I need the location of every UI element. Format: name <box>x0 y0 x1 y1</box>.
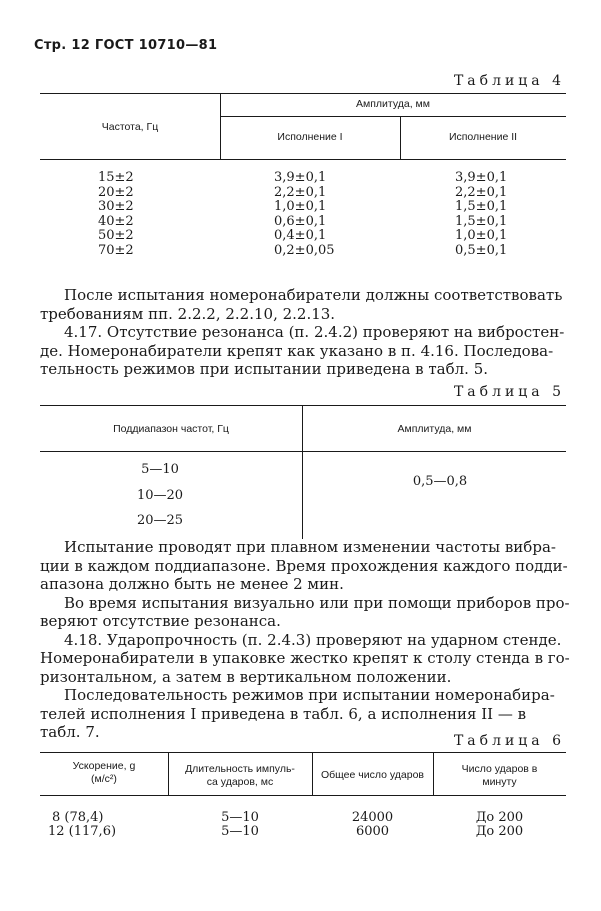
table-cell: 5—10 <box>221 810 259 825</box>
table-cell: 15±2 <box>98 170 134 185</box>
paragraph-line: ризонтальном, а затем в вертикальном положении. <box>40 667 452 686</box>
header-line: минуту <box>482 776 517 788</box>
table-cell: 24000 <box>351 810 394 825</box>
table-cell: 5—10 <box>221 824 259 839</box>
table4-frequency-column <box>98 171 158 257</box>
table-cell: 70±2 <box>98 242 134 258</box>
paragraph-line: 4.18. Ударопрочность (п. 2.4.3) проверяют на ударном стенде. <box>64 630 562 649</box>
table4-top-rule <box>40 93 566 94</box>
table6-col-total: Общее число ударов <box>320 769 424 781</box>
header-line: Число ударов в <box>461 763 538 775</box>
table-cell: 40±2 <box>98 213 134 229</box>
table5-top-rule <box>40 405 566 406</box>
paragraph-line: Во время испытания визуально или при помощи приборов про- <box>64 593 570 612</box>
table4-caption: Таблица 4 <box>453 73 565 89</box>
paragraph-line: требованиям пп. 2.2.2, 2.2.10, 2.2.13. <box>40 304 336 323</box>
paragraph-line: Испытание проводят при плавном изменении частоты вибра- <box>64 538 556 556</box>
table4-col-exec1: Исполнение I <box>277 131 343 143</box>
table4-exec2-column <box>455 171 545 257</box>
table-cell: 2,2±0,1 <box>274 184 327 200</box>
paragraph-line: Последовательность режимов при испытании номеронабира- <box>64 686 555 704</box>
table6-col-rate <box>433 763 566 789</box>
table6-caption: Таблица 6 <box>453 733 565 749</box>
table-cell: 12 (117,6) <box>48 824 117 839</box>
table5-col-subrange: Поддиапазон частот, Гц <box>113 423 229 435</box>
table-cell: 0,5±0,1 <box>455 242 508 258</box>
table-cell: До 200 <box>475 824 524 839</box>
table-cell: 0,6±0,1 <box>274 213 327 229</box>
table-cell: 1,0±0,1 <box>274 199 327 214</box>
table-cell: 3,9±0,1 <box>455 170 508 185</box>
table-cell: 20±2 <box>98 184 134 200</box>
table-cell: 3,9±0,1 <box>274 170 327 185</box>
paragraph-line: де. Номеронабиратели крепят как указано в п. 4.16. Последова- <box>40 341 554 360</box>
table-cell: 0,5—0,8 <box>412 474 468 489</box>
table-cell: 1,0±0,1 <box>455 228 508 243</box>
table-cell: 20—25 <box>136 513 184 528</box>
paragraph-line: табл. 7. <box>40 723 100 741</box>
table5-header-rule <box>40 451 566 452</box>
table-cell: 10—20 <box>136 488 184 503</box>
table5-col-amplitude: Амплитуда, мм <box>397 423 472 435</box>
table6-col-duration <box>168 763 312 789</box>
page-header: Стр. 12 ГОСТ 10710—81 <box>34 38 218 53</box>
table6-header-rule <box>40 795 566 796</box>
table-cell: 8 (78,4) <box>52 810 104 825</box>
table4-col-amplitude: Амплитуда, мм <box>356 98 430 110</box>
table4-col-exec2: Исполнение II <box>448 131 518 143</box>
paragraph-line: Номеронабиратели в упаковке жестко крепят к столу стенда в го- <box>40 649 570 667</box>
table-cell: 5—10 <box>141 462 179 477</box>
table5-caption: Таблица 5 <box>453 384 565 400</box>
header-line: Длительность импуль- <box>185 763 295 775</box>
table-cell: До 200 <box>475 810 524 825</box>
header-line: (м/с²) <box>91 773 117 785</box>
paragraph-line: телей исполнения I приведена в табл. 6, а исполнения II — в <box>40 704 527 723</box>
table-cell: 50±2 <box>98 228 134 243</box>
table-cell: 0,4±0,1 <box>274 228 327 243</box>
header-line: Ускорение, g <box>72 760 136 772</box>
paragraph-line: веряют отсутствие резонанса. <box>40 612 281 630</box>
text-block-1 <box>40 286 570 379</box>
text-block-2 <box>40 538 570 742</box>
table-cell: 1,5±0,1 <box>455 199 508 214</box>
table-cell: 1,5±0,1 <box>455 213 508 229</box>
paragraph-line: тельность режимов при испытании приведена в табл. 5. <box>40 360 489 378</box>
table6-top-rule <box>40 752 566 753</box>
table6-col-acceleration <box>40 760 168 786</box>
paragraph-line: ции в каждом поддиапазоне. Время прохождения каждого подди- <box>40 556 568 575</box>
table4-exec1-column <box>274 171 364 257</box>
table4-header-split <box>220 116 566 117</box>
table-cell: 2,2±0,1 <box>455 184 508 200</box>
table-cell: 6000 <box>355 824 390 839</box>
paragraph-line: апазона должно быть не менее 2 мин. <box>40 575 344 593</box>
paragraph-line: 4.17. Отсутствие резонанса (п. 2.4.2) проверяют на вибростен- <box>64 323 565 341</box>
table4-col-frequency: Частота, Гц <box>101 121 159 133</box>
table4-header-rule <box>40 159 566 160</box>
paragraph-line: После испытания номеронабиратели должны соответствовать <box>64 286 563 304</box>
table-cell: 0,2±0,05 <box>274 242 335 258</box>
header-line: са ударов, мс <box>206 776 274 788</box>
table-cell: 30±2 <box>98 199 134 214</box>
